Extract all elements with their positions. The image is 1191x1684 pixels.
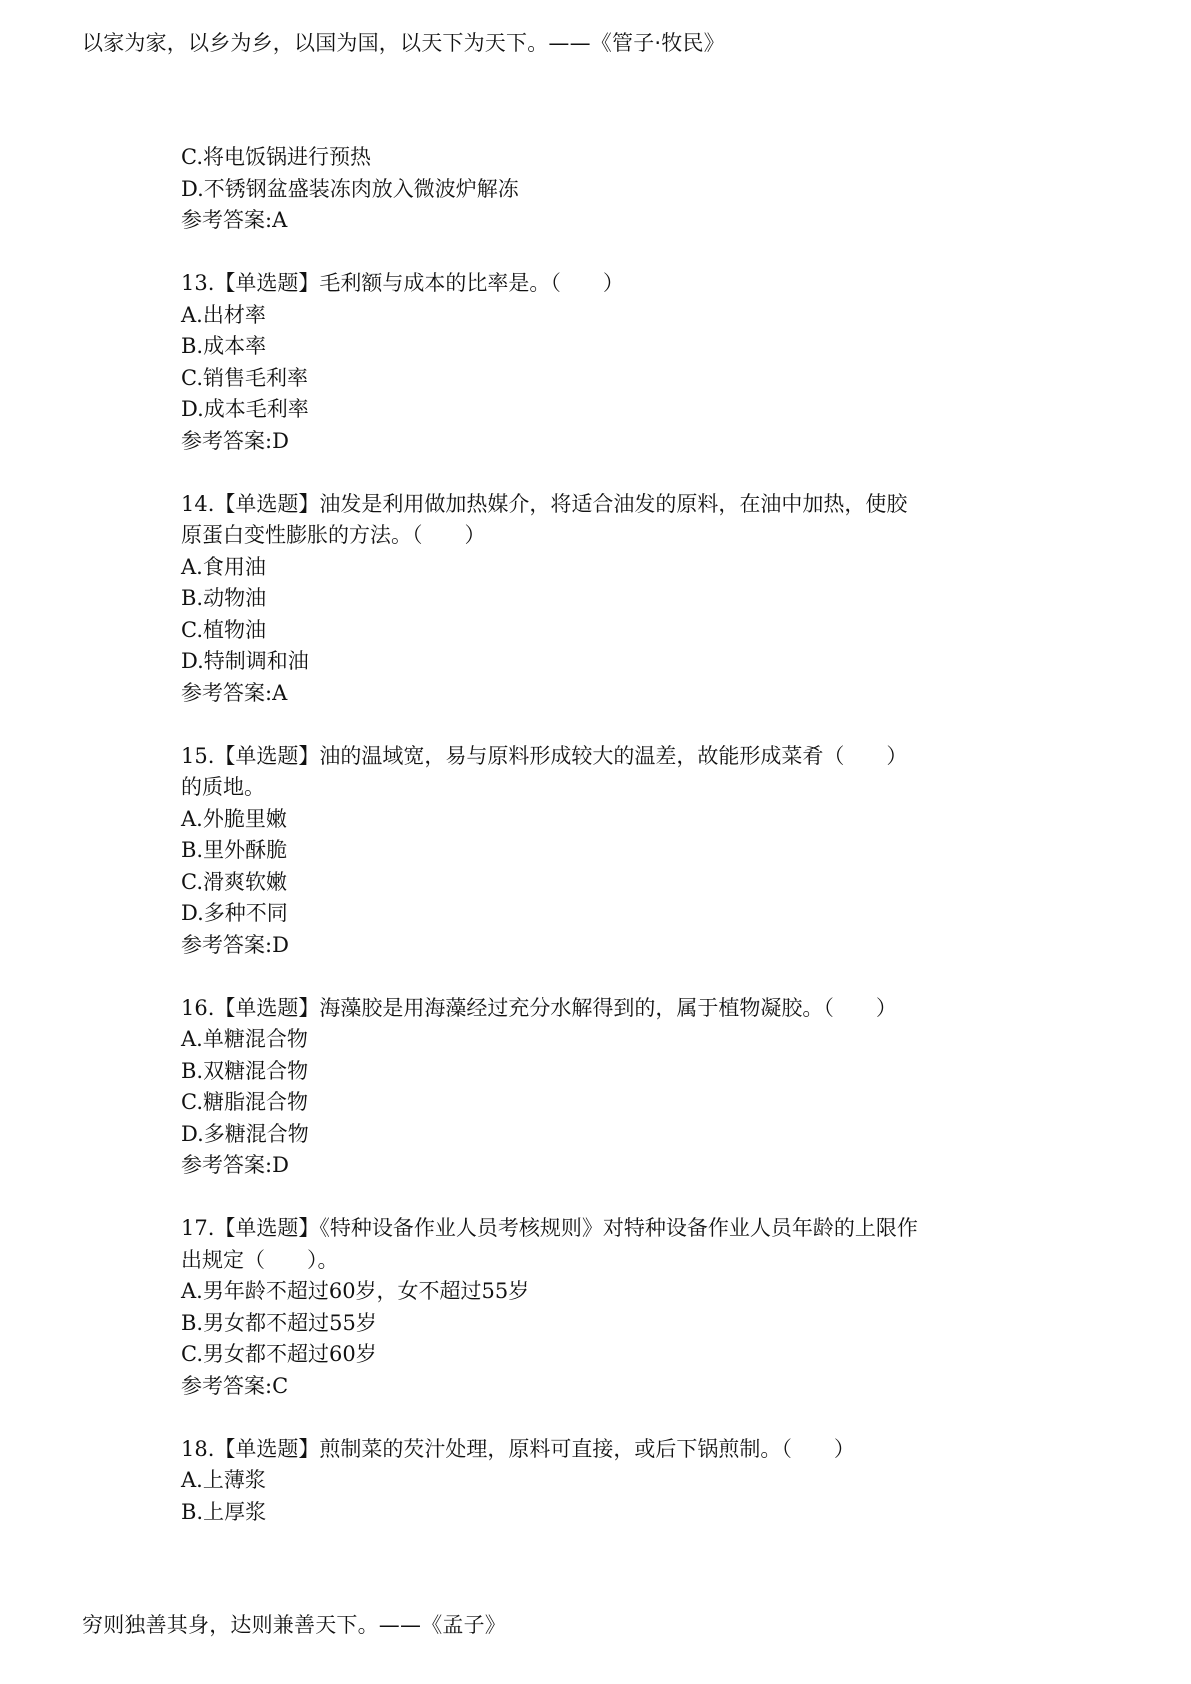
block-spacer — [181, 237, 1041, 269]
question-block — [181, 1434, 1041, 1529]
block-spacer — [181, 961, 1041, 993]
question-line: 参考答案:D — [181, 932, 289, 957]
question-line: C.植物油 — [181, 617, 266, 642]
question-line: 16.【单选题】海藻胶是用海藻经过充分水解得到的，属于植物凝胶。（ ） — [181, 995, 897, 1020]
question-line: C.糖脂混合物 — [181, 1090, 308, 1114]
question-line: D.成本毛利率 — [181, 397, 309, 421]
question-line: 13.【单选题】毛利额与成本的比率是。（ ） — [181, 271, 624, 295]
question-block — [181, 142, 1041, 237]
question-block — [181, 993, 1041, 1182]
question-line: B.成本率 — [181, 334, 267, 358]
question-line: 参考答案:C — [181, 1373, 289, 1398]
question-line: 的质地。 — [181, 775, 265, 799]
question-line: 15.【单选题】油的温域宽，易与原料形成较大的温差，故能形成菜肴（ ） — [181, 743, 908, 768]
question-line: D.多糖混合物 — [181, 1121, 309, 1146]
question-line: C.男女都不超过60岁 — [181, 1342, 377, 1366]
question-line: B.里外酥脆 — [181, 838, 288, 862]
question-line: B.动物油 — [181, 586, 267, 610]
header-quote: 以家为家，以乡为乡，以国为国，以天下为天下。——《管子·牧民》 — [82, 31, 725, 55]
question-block — [181, 1213, 1041, 1402]
question-line: 14.【单选题】油发是利用做加热媒介，将适合油发的原料，在油中加热，使胶 — [181, 491, 908, 516]
question-line: 原蛋白变性膨胀的方法。（ ） — [181, 523, 486, 547]
question-line: 参考答案:D — [181, 1153, 289, 1177]
block-spacer — [181, 1402, 1041, 1434]
footer-quote: 穷则独善其身，达则兼善天下。——《孟子》 — [82, 1613, 506, 1637]
question-line: 参考答案:A — [181, 680, 288, 705]
question-line: D.不锈钢盆盛装冻肉放入微波炉解冻 — [181, 176, 519, 201]
question-block — [181, 741, 1041, 962]
question-line: 参考答案:A — [181, 208, 288, 232]
question-line: B.上厚浆 — [181, 1499, 267, 1524]
question-line: B.双糖混合物 — [181, 1058, 309, 1083]
question-content — [181, 142, 1041, 1528]
block-spacer — [181, 457, 1041, 489]
question-line: A.外脆里嫩 — [181, 806, 287, 831]
question-line: D.多种不同 — [181, 901, 288, 925]
question-block — [181, 489, 1041, 710]
block-spacer — [181, 1182, 1041, 1214]
question-line: 参考答案:D — [181, 428, 289, 453]
question-line: C.销售毛利率 — [181, 365, 308, 390]
question-line: C.将电饭锅进行预热 — [181, 145, 371, 169]
question-line: B.男女都不超过55岁 — [181, 1310, 377, 1335]
question-line: 出规定（ ）。 — [181, 1247, 339, 1272]
question-line: A.出材率 — [181, 302, 266, 327]
question-line: A.食用油 — [181, 554, 266, 579]
question-line: A.上薄浆 — [181, 1468, 266, 1492]
question-block — [181, 268, 1041, 457]
question-line: A.男年龄不超过60岁，女不超过55岁 — [181, 1279, 530, 1303]
question-line: 18.【单选题】煎制菜的芡汁处理，原料可直接，或后下锅煎制。（ ） — [181, 1436, 855, 1461]
block-spacer — [181, 709, 1041, 741]
question-line: D.特制调和油 — [181, 649, 309, 673]
question-line: A.单糖混合物 — [181, 1027, 308, 1051]
question-line: C.滑爽软嫩 — [181, 869, 287, 894]
question-line: 17.【单选题】《特种设备作业人员考核规则》对特种设备作业人员年龄的上限作 — [181, 1216, 918, 1240]
